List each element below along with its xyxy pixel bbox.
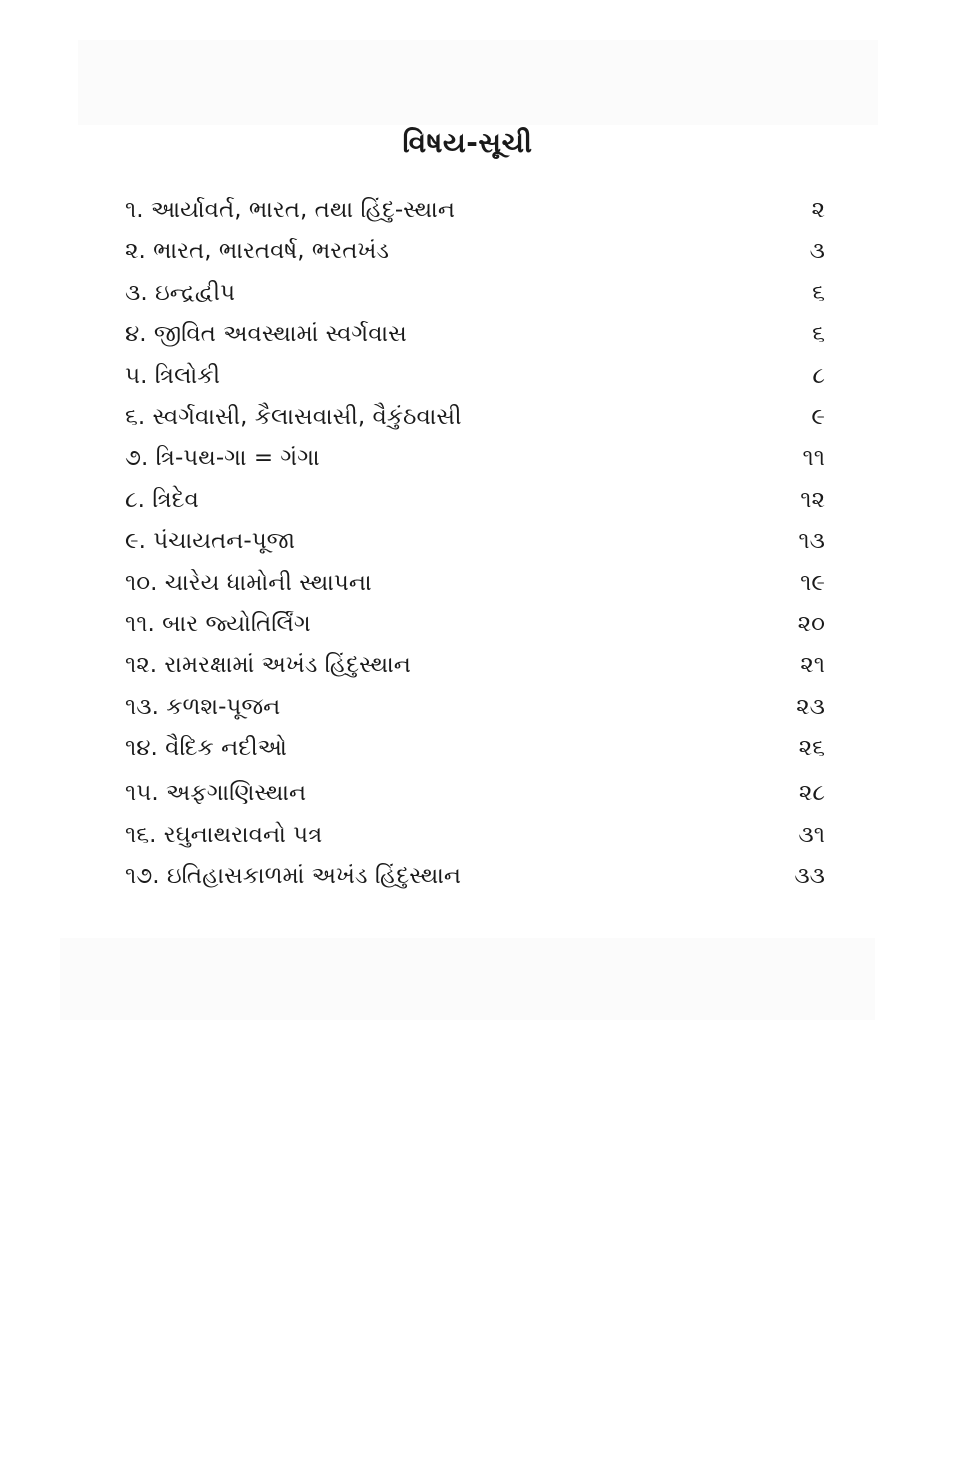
- toc-entry-label: ૨. ભારત, ભારતવર્ષ, ભરતખંડ: [125, 238, 389, 265]
- toc-entry-label: ૮. ત્રિદેવ: [125, 486, 199, 513]
- toc-entry-label: ૧૦. ચારેય ધામોની સ્થાપના: [125, 569, 372, 596]
- toc-entry-page: ૧૯: [800, 569, 825, 596]
- toc-entry-label: ૧૩. કળશ-પૂજન: [125, 693, 281, 720]
- toc-entry: [125, 480, 825, 521]
- toc-entry-page: ૨: [811, 197, 825, 223]
- toc-entry-page: ૨૧: [800, 652, 825, 679]
- toc-entry-page: ૨૩: [796, 693, 825, 720]
- toc-entry-page: ૯: [811, 403, 825, 430]
- toc-entry-label: ૧૭. ઇતિહાસકાળમાં અખંડ હિંદુસ્થાન: [125, 863, 462, 890]
- toc-entry-label: ૭. ત્રિ-પથ-ગા = ગંગા: [125, 445, 320, 472]
- toc-entry-page: ૬: [812, 321, 825, 348]
- toc-entry: [125, 773, 825, 814]
- toc-entry-label: ૫. ત્રિલોકી: [125, 362, 221, 389]
- toc-entry: [125, 563, 825, 604]
- toc-entry-page: ૧૧: [802, 445, 825, 472]
- toc-entry: [125, 314, 825, 355]
- toc-entry-page: ૨૦: [797, 610, 825, 637]
- toc-entry: [125, 604, 825, 645]
- toc-entry: [125, 521, 825, 562]
- table-of-contents: [125, 190, 825, 898]
- toc-entry: [125, 438, 825, 479]
- page-footer-band: [60, 938, 875, 1020]
- toc-entry-label: ૧૧. બાર જ્યોતિર્લિંગ: [125, 610, 311, 637]
- toc-entry-page: ૩: [809, 238, 825, 265]
- toc-entry: [125, 273, 825, 314]
- toc-entry-page: ૩૩: [794, 863, 825, 890]
- toc-entry-page: ૮: [812, 362, 825, 389]
- toc-entry: [125, 397, 825, 438]
- toc-entry-page: ૨૮: [798, 780, 825, 807]
- toc-entry-label: ૩. ઇન્દ્રદ્વીપ: [125, 279, 236, 306]
- toc-entry: [125, 687, 825, 728]
- toc-entry: [125, 728, 825, 769]
- toc-entry-label: ૬. સ્વર્ગવાસી, કૈલાસવાસી, વૈકુંઠવાસી: [125, 403, 462, 430]
- toc-entry-page: ૨૬: [798, 735, 825, 762]
- toc-entry-page: ૧૩: [798, 528, 825, 555]
- toc-entry: [125, 190, 825, 231]
- toc-entry-label: ૧૬. રઘુનાથરાવનો પત્ર: [125, 821, 323, 848]
- toc-entry-label: ૪. જીવિત અવસ્થામાં સ્વર્ગવાસ: [125, 321, 407, 348]
- toc-entry: [125, 356, 825, 397]
- toc-entry-label: ૧૪. વૈદિક નદીઓ: [125, 735, 287, 762]
- toc-entry: [125, 231, 825, 272]
- toc-entry-page: ૧૨: [800, 486, 825, 513]
- toc-entry: [125, 856, 825, 897]
- toc-entry-label: ૧. આર્યાવર્ત, ભારત, તથા હિંદુ-સ્થાન: [125, 197, 455, 223]
- toc-entry-label: ૧૨. રામરક્ષામાં અખંડ હિંદુસ્થાન: [125, 652, 411, 679]
- toc-entry-page: ૬: [812, 279, 825, 306]
- toc-entry-label: ૧૫. અફગાણિસ્થાન: [125, 780, 307, 807]
- toc-entry: [125, 815, 825, 856]
- toc-entry: [125, 645, 825, 686]
- page-header-band: [78, 40, 878, 125]
- page-title: વિષય-સૂચી: [402, 126, 533, 159]
- toc-entry-page: ૩૧: [798, 821, 825, 848]
- toc-entry-label: ૯. પંચાયતન-પૂજા: [125, 528, 296, 555]
